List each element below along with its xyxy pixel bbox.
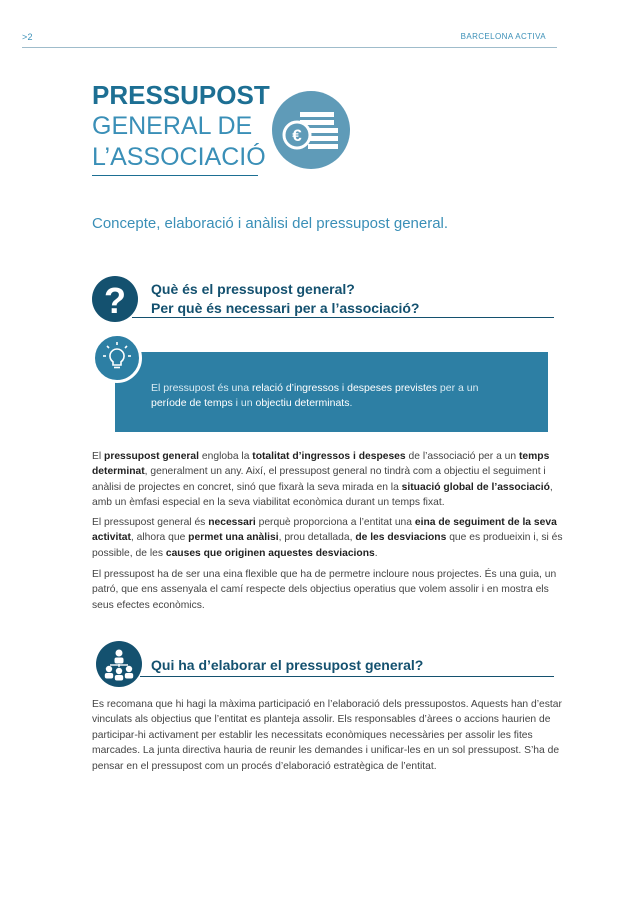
- team-icon: [96, 641, 142, 687]
- paragraph-2: El pressupost general és necessari perquè proporciona a l’entitat una eina de seguiment de la seva activitat, alhora que permet una anàlisi, prou detallada, de les desviacions que es produeixin i, si és possible, de les causes que originen aquestes desviacions.: [92, 517, 563, 559]
- title-underline: [92, 175, 258, 176]
- page-title: [92, 80, 270, 173]
- section1-heading-line1: Què és el pressupost general?: [151, 281, 355, 297]
- paragraph-3: El pressupost ha de ser una eina flexible que ha de permetre incloure nous projectes. És una guia, un patró, que ens assenyala el camí respecte dels objectius operatius que volem assolir i en mostra els seus efectes econòmics.: [92, 569, 557, 611]
- euro-icon: €: [292, 126, 302, 145]
- page-number: >2: [22, 32, 33, 42]
- page-subtitle: Concepte, elaboració i anàlisi del pressupost general.: [92, 215, 449, 232]
- title-line-1: PRESSUPOST: [92, 80, 270, 110]
- section1-heading: [151, 280, 419, 318]
- question-icon: [92, 276, 138, 322]
- title-line-2: GENERAL DE: [92, 112, 253, 140]
- question-mark: ?: [104, 280, 126, 321]
- title-line-3: L’ASSOCIACIÓ: [92, 143, 266, 171]
- section2-heading: Qui ha d’elaborar el pressupost general?: [151, 657, 424, 673]
- paragraph-1: El pressupost general engloba la totalitat d’ingressos i despeses de l’associació per a un temps determinat, generalment un any. Així, el pressupost general no tindrà com a objectiu el seguiment i anàlisi de projectes en concret, sinó que fixarà la seva mirada en la situació global de l’associació, amb un èmfasi especial en la seva viabilitat econòmica durant un temps fixat.: [92, 451, 553, 509]
- section1-heading-line2: Per què és necessari per a l’associació?: [151, 300, 420, 316]
- paragraph-4: Es recomana que hi hagi la màxima participació en l’elaboració dels pressupostos. Aquests han d’estar vinculats als objectius que l’entitat es planteja assolir. Els responsables d’àrees o accions haurien de participar-hi activament per establir les necessitats econòmiques necessàries per assolir les fites marcades. La junta directiva hauria de reunir les demandes i unificar-les en un sol pressupost. S’ha de pensar en el pressupost com un procés d’elaboració estratègica de l’entitat.: [92, 699, 562, 772]
- lightbulb-icon: [92, 333, 142, 383]
- header-divider: [22, 47, 557, 48]
- org-name: BARCELONA ACTIVA: [460, 32, 546, 41]
- info-box-text: El pressupost és una relació d’ingressos i despeses previstes per a un període de temps i un objectiu determinats.: [151, 382, 479, 409]
- section1-underline: [132, 317, 554, 318]
- section2-underline: [140, 676, 554, 677]
- money-icon: [272, 91, 350, 169]
